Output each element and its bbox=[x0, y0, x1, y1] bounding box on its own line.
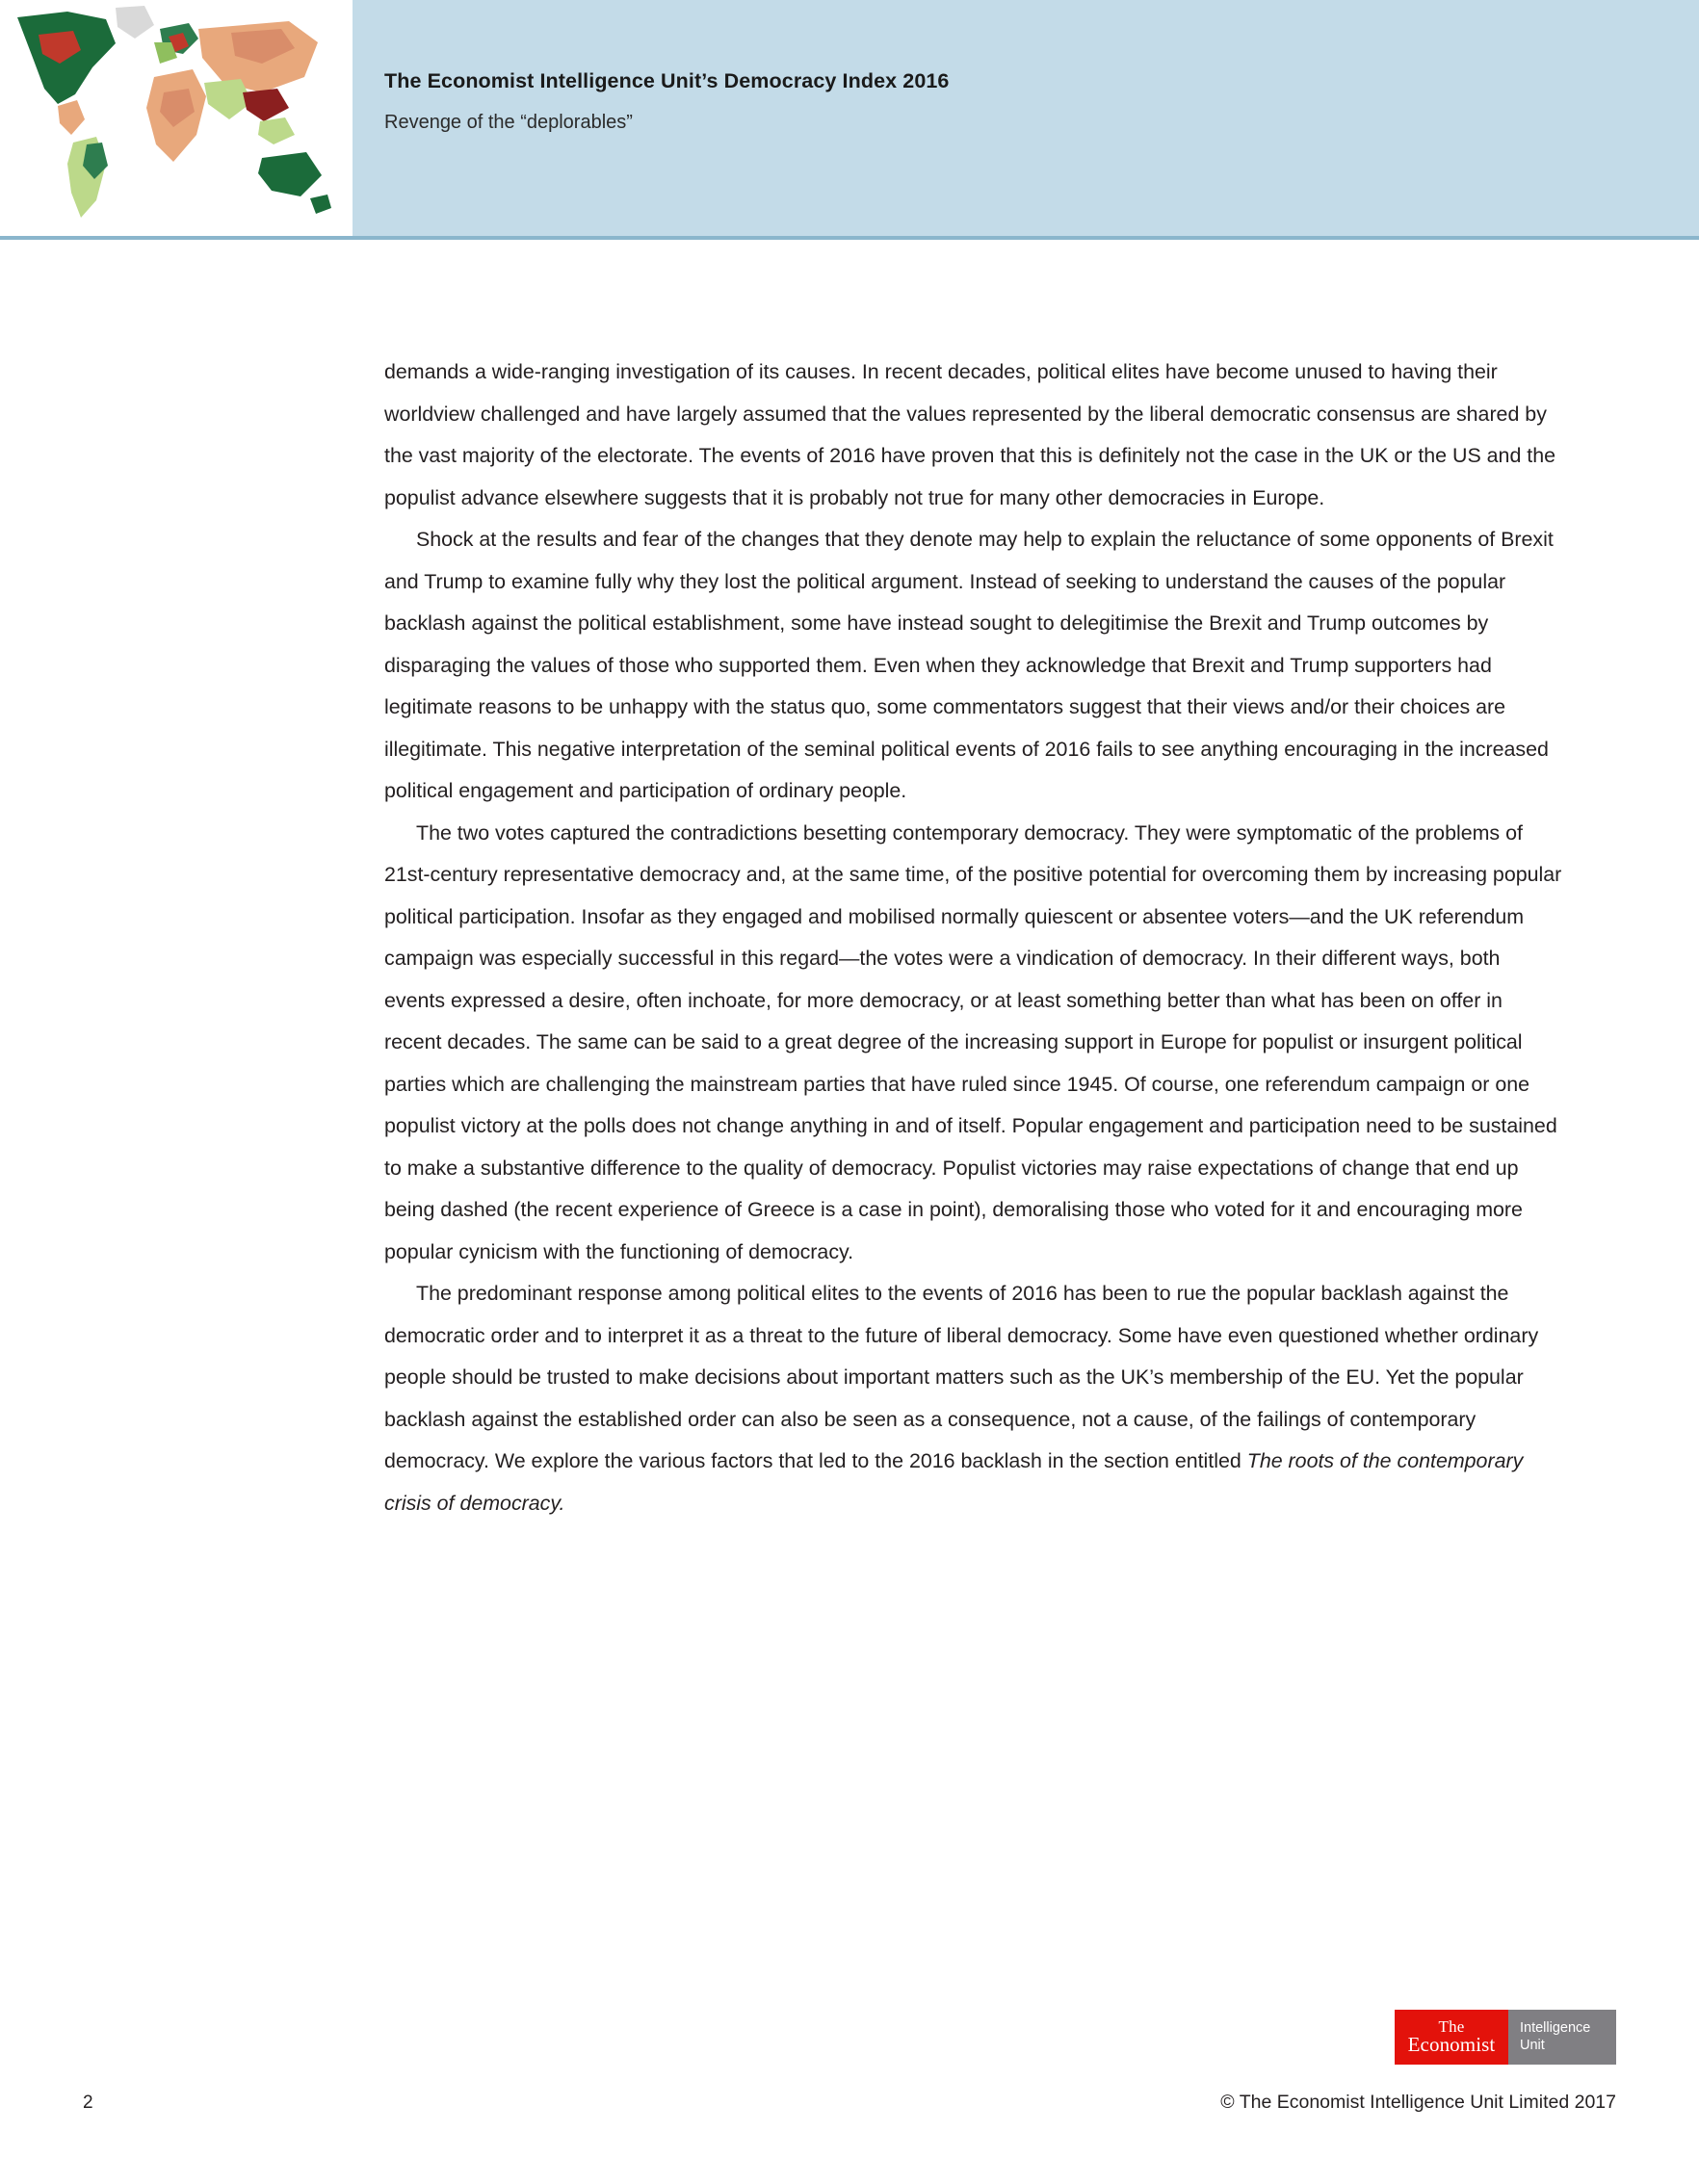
article-body bbox=[384, 351, 1563, 1524]
copyright-notice: © The Economist Intelligence Unit Limited 2017 bbox=[1220, 2092, 1616, 2113]
intelligence-unit-block bbox=[1508, 2010, 1616, 2065]
document-title: The Economist Intelligence Unit’s Democracy Index 2016 bbox=[384, 69, 950, 92]
paragraph: demands a wide-ranging investigation of its causes. In recent decades, political elites have become unused to having their worldview challenged and have largely assumed that the values represented by the liberal democratic consensus are shared by the vast majority of the electorate. The events of 2016 have proven that this is definitely not the case in the UK or the US and the populist advance elsewhere suggests that it is probably not true for many other democracies in Europe. bbox=[384, 360, 1556, 509]
intelligence-unit-line2: Unit bbox=[1520, 2037, 1545, 2053]
paragraph-text: The predominant response among political elites to the events of 2016 has been to rue the popular backlash against the democratic order and to interpret it as a threat to the future of liberal democracy. Some have even questioned whether ordinary people should be trusted to make decisions about important matters such as the UK’s membership of the EU. Yet the popular backlash against the established order can also be seen as a consequence, not a cause, of the failings of contemporary democracy. We explore the various factors that led to the 2016 backlash in the section entitled bbox=[384, 1282, 1539, 1472]
page-header bbox=[0, 0, 1699, 245]
paragraph-final bbox=[384, 1273, 1563, 1524]
world-map-icon bbox=[0, 0, 345, 236]
economist-logo-line2: Economist bbox=[1407, 2033, 1496, 2057]
eiu-logo bbox=[1395, 2010, 1616, 2065]
paragraph: The two votes captured the contradictions besetting contemporary democracy. They were symptomatic of the problems of 21st-century representative democracy and, at the same time, of the positive potential for overcoming them by increasing popular political participation. Insofar as they engaged and mobilised normally quiescent or absentee voters—and the UK referendum campaign was especially successful in this regard—the votes were a vindication of democracy. In their different ways, both events expressed a desire, often inchoate, for more democracy, or at least something better than what has been on offer in recent decades. The same can be said to a great degree of the increasing support in Europe for populist or insurgent political parties which are challenging the mainstream parties that have ruled since 1945. Of course, one referendum campaign or one populist victory at the polls does not change anything in and of itself. Popular engagement and participation need to be sustained to make a substantive difference to the quality of democracy. Populist victories may raise expectations of change that end up being dashed (the recent experience of Greece is a case in point), demoralising those who voted for it and encouraging more popular cynicism with the functioning of democracy. bbox=[384, 820, 1562, 1263]
economist-logo-line1: The bbox=[1438, 2017, 1465, 2037]
economist-logo-block bbox=[1395, 2010, 1508, 2065]
section-reference: The roots of the contemporary crisis of democracy. bbox=[384, 1449, 1524, 1515]
page-number: 2 bbox=[83, 2093, 93, 2113]
paragraph: Shock at the results and fear of the changes that they denote may help to explain the reluctance of some opponents of Brexit and Trump to examine fully why they lost the political argument. Instead of seeking to understand the causes of the popular backlash against the political establishment, some have instead sought to delegitimise the Brexit and Trump outcomes by disparaging the values of those who supported them. Even when they acknowledge that Brexit and Trump supporters had legitimate reasons to be unhappy with the status quo, some commentators suggest that their views and/or their choices are illegitimate. This negative interpretation of the seminal political events of 2016 fails to see anything encouraging in the increased political engagement and participation of ordinary people. bbox=[384, 528, 1554, 802]
document-subtitle: Revenge of the “deplorables” bbox=[384, 112, 633, 133]
intelligence-unit-line1: Intelligence bbox=[1520, 2020, 1591, 2037]
header-divider bbox=[0, 236, 1699, 240]
